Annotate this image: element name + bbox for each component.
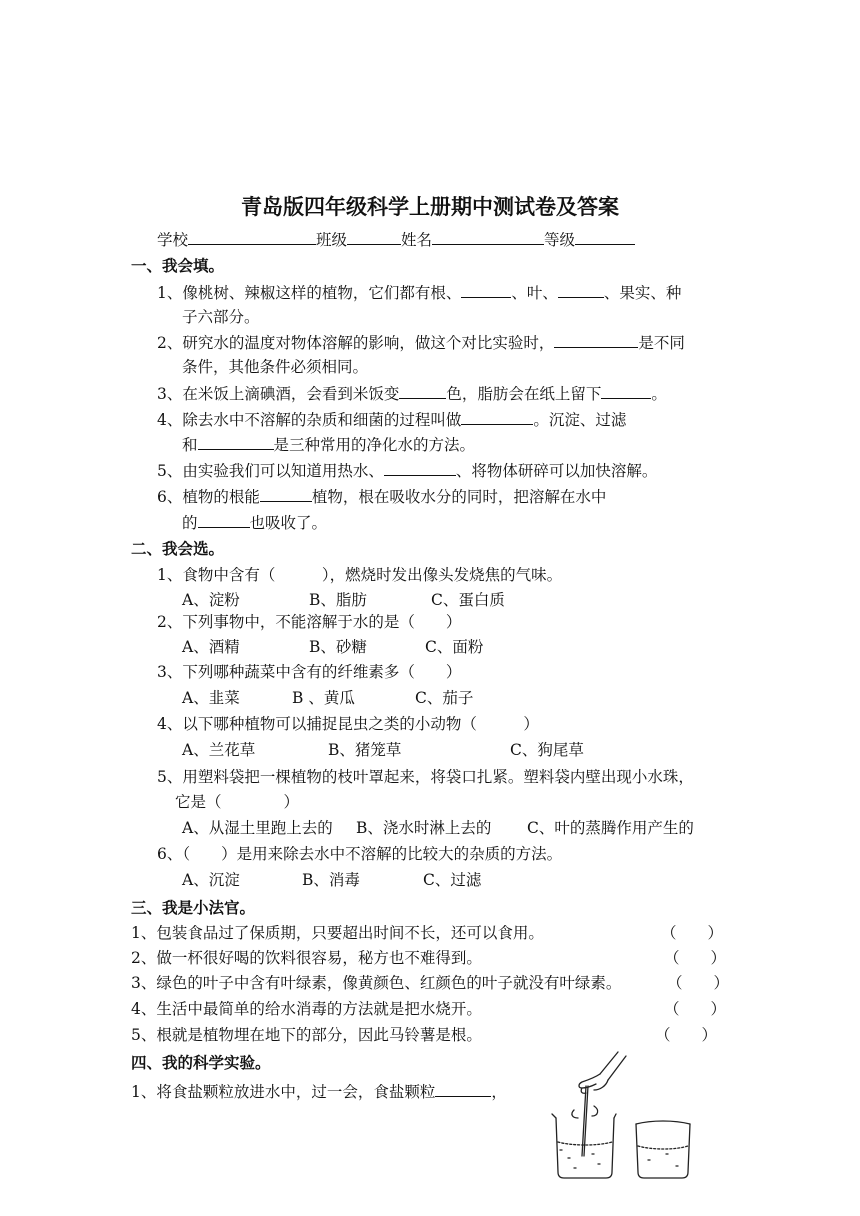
class-blank[interactable] [347,228,401,245]
judge-q3-answer-paren[interactable]: （ ） [667,974,730,992]
fill-question-1 [157,281,681,304]
fill-q6-blank-1[interactable] [260,485,312,502]
choice-question-6: 6、（ ）是用来除去水中不溶解的比较大的杂质的方法。 [157,845,563,863]
fill-q2-text-b: 是不同 [638,334,685,352]
fill-q4-text-b: 。沉淀、过滤 [533,411,627,429]
fill-q3-text-a: 3、在米饭上滴碘酒，会看到米饭变 [157,385,400,403]
choice-question-1: 1、食物中含有（ ），燃烧时发出像头发烧焦的气味。 [157,566,563,584]
choice-q5-continued: 它是（ ） [175,793,300,811]
fill-q3-text-b: 色，脂肪会在纸上留下 [446,385,602,403]
judge-q5-answer-paren[interactable]: （ ） [655,1026,718,1044]
fill-q4-text-d: 是三种常用的净化水的方法。 [273,436,476,454]
section-experiment-heading: 四、我的科学实验。 [131,1053,271,1072]
choice-q1-option-b[interactable]: B、脂肪 [309,591,367,609]
judge-question-2: 2、做一杯很好喝的饮料很容易，秘方也不难得到。 [131,949,482,967]
fill-question-4 [157,408,626,431]
choice-q4-option-c[interactable]: C、狗尾草 [510,741,584,759]
student-info-line [157,228,635,251]
fill-question-3 [157,382,667,405]
choice-q4-option-b[interactable]: B、猪笼草 [328,741,402,759]
fill-q4-blank-2[interactable] [198,433,274,450]
school-label: 学校 [157,231,189,249]
choice-q2-option-c[interactable]: C、面粉 [425,638,484,656]
experiment-q1-text-a: 1、将食盐颗粒放进水中，过一会，食盐颗粒 [131,1083,436,1101]
choice-question-2: 2、下列事物中，不能溶解于水的是（ ） [157,613,462,631]
section-choice-heading: 二、我会选。 [131,539,225,558]
choice-q2-option-b[interactable]: B、砂糖 [309,638,367,656]
section-fill-heading: 一、我会填。 [131,256,225,275]
fill-question-2 [157,331,685,354]
fill-q4-text-c: 和 [182,436,198,454]
choice-question-3: 3、下列哪种蔬菜中含有的纤维素多（ ） [157,663,462,681]
fill-q4-blank-1[interactable] [461,408,533,425]
fill-q2-continued: 条件，其他条件必须相同。 [182,358,369,376]
name-blank[interactable] [432,228,544,245]
choice-q3-option-a[interactable]: A、韭菜 [182,689,240,707]
experiment-question-1 [131,1080,507,1103]
fill-q6-text-a: 6、植物的根能 [157,488,260,506]
fill-q1-text-c: 、果实、种 [603,284,682,302]
choice-q1-option-c[interactable]: C、蛋白质 [431,591,505,609]
fill-q2-blank[interactable] [554,331,638,348]
fill-q1-blank-2[interactable] [558,281,604,298]
fill-q6-text-d: 也吸收了。 [249,514,328,532]
judge-question-3: 3、绿色的叶子中含有叶绿素，像黄颜色、红颜色的叶子就没有叶绿素。 [131,974,622,992]
beaker-stirring-illustration [548,1050,718,1180]
choice-q4-option-a[interactable]: A、兰花草 [182,741,256,759]
fill-q3-text-c: 。 [651,385,667,403]
judge-question-4: 4、生活中最简单的给水消毒的方法就是把水烧开。 [131,1000,482,1018]
experiment-q1-text-b: ， [491,1083,507,1101]
page-title: 青岛版四年级科学上册期中测试卷及答案 [241,194,619,219]
fill-q3-blank-2[interactable] [601,382,651,399]
choice-q6-option-c[interactable]: C、过滤 [423,871,482,889]
fill-q6-text-c: 的 [182,514,198,532]
fill-q1-text-b: 、叶、 [511,284,558,302]
arm-line [600,1052,626,1080]
judge-question-5: 5、根就是植物埋在地下的部分，因此马铃薯是根。 [131,1026,482,1044]
fill-q1-blank-1[interactable] [461,281,511,298]
choice-q5-option-b[interactable]: B、浇水时淋上去的 [356,819,492,837]
judge-q2-answer-paren[interactable]: （ ） [664,949,727,967]
fill-q4-text-a: 4、除去水中不溶解的杂质和细菌的过程叫做 [157,411,462,429]
class-label: 班级 [316,231,348,249]
fill-q1-continued: 子六部分。 [182,308,260,326]
fill-q5-text-b: 、将物体研碎可以加快溶解。 [455,462,658,480]
fill-question-6 [157,485,606,508]
fill-q3-blank-1[interactable] [399,382,446,399]
fill-q5-text-a: 5、由实验我们可以知道用热水、 [157,462,384,480]
choice-question-5: 5、用塑料袋把一棵植物的枝叶罩起来，将袋口扎紧。塑料袋内壁出现小水珠， [157,768,694,786]
fill-q6-continued [182,511,327,534]
fill-q6-blank-2[interactable] [198,511,250,528]
fill-question-5 [157,459,657,482]
fill-q6-text-b: 植物，根在吸收水分的同时，把溶解在水中 [311,488,607,506]
grade-label: 等级 [544,231,576,249]
choice-q6-option-a[interactable]: A、沉淀 [182,871,240,889]
fill-q1-text-a: 1、像桃树、辣椒这样的植物，它们都有根、 [157,284,462,302]
choice-q3-option-b[interactable]: B 、黄瓜 [292,689,355,707]
choice-q2-option-a[interactable]: A、酒精 [182,638,240,656]
grade-blank[interactable] [575,228,635,245]
judge-question-1: 1、包装食品过了保质期，只要超出时间不长，还可以食用。 [131,924,544,942]
name-label: 姓名 [401,231,433,249]
fill-q4-continued [182,433,475,456]
section-judge-heading: 三、我是小法官。 [131,898,256,917]
choice-question-4: 4、以下哪种植物可以捕捉昆虫之类的小动物（ ） [157,715,539,733]
school-blank[interactable] [188,228,316,245]
choice-q1-option-a[interactable]: A、淀粉 [182,591,240,609]
choice-q3-option-c[interactable]: C、茄子 [415,689,474,707]
judge-q1-answer-paren[interactable]: （ ） [661,924,724,942]
choice-q6-option-b[interactable]: B、消毒 [302,871,360,889]
fill-q2-text-a: 2、研究水的温度对物体溶解的影响，做这个对比实验时， [157,334,555,352]
experiment-q1-blank[interactable] [435,1080,491,1097]
fill-q5-blank[interactable] [384,459,456,476]
choice-q5-option-c[interactable]: C、叶的蒸腾作用产生的 [527,819,694,837]
choice-q5-option-a[interactable]: A、从湿土里跑上去的 [182,819,333,837]
judge-q4-answer-paren[interactable]: （ ） [664,1000,727,1018]
